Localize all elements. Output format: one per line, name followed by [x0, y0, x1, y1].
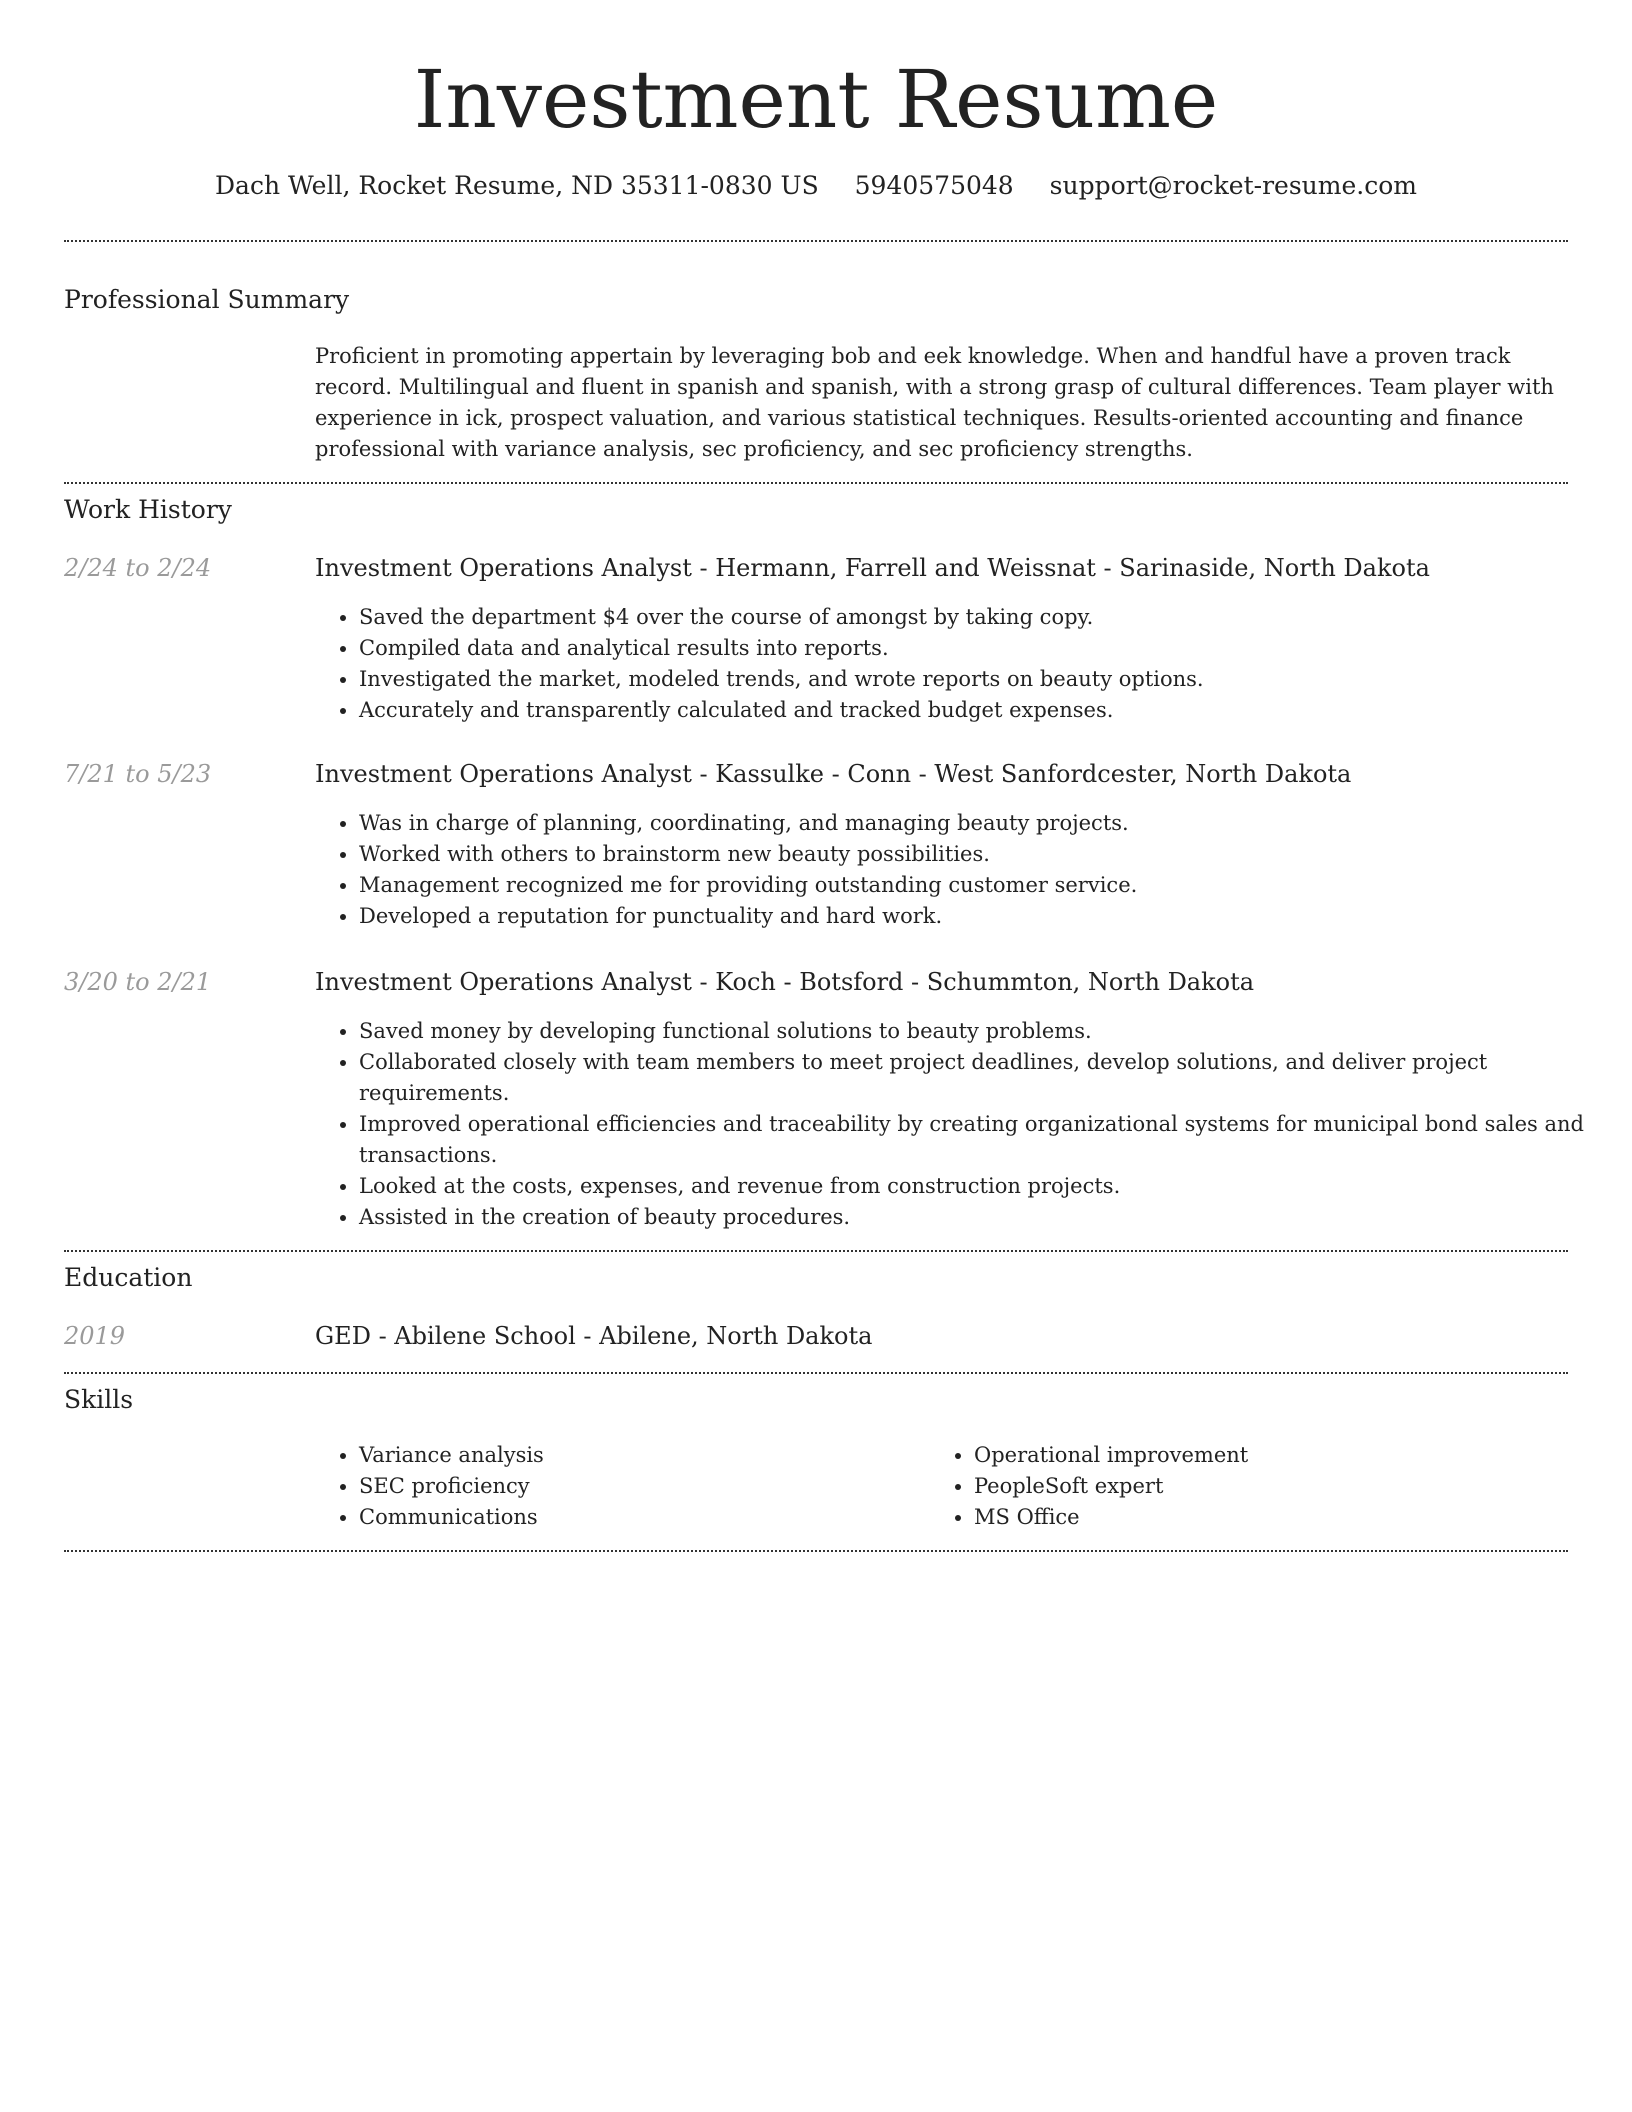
job-bullet: • Developed a reputation for punctuality and hard work.: [359, 901, 1612, 932]
skill-item: • SEC proficiency: [359, 1471, 919, 1502]
divider: [64, 240, 1568, 242]
job-bullet: • Investigated the market, modeled trends, and wrote reports on beauty options.: [359, 664, 1612, 695]
contact-address: Dach Well, Rocket Resume, ND 35311-0830 US: [215, 171, 819, 200]
job-bullet: • Looked at the costs, expenses, and revenue from construction projects.: [359, 1171, 1612, 1202]
resume-header: [64, 52, 1568, 202]
job-bullet: • Saved money by developing functional solutions to beauty problems.: [359, 1016, 1612, 1047]
job-bullet: • Saved the department $4 over the course of amongst by taking copy.: [359, 602, 1612, 633]
skill-item: • Operational improvement: [974, 1440, 1534, 1471]
skills-list-left: [315, 1440, 919, 1533]
job-bullet: • Compiled data and analytical results into reports.: [359, 633, 1612, 664]
job-bullet: • Improved operational efficiencies and traceability by creating organizational systems for municipal bond sales and transactions.: [359, 1109, 1612, 1171]
job-title: Investment Operations Analyst - Koch - Botsford - Schummton, North Dakota: [315, 968, 1255, 996]
job-title: Investment Operations Analyst - Hermann, Farrell and Weissnat - Sarinaside, North Dakota: [315, 554, 1430, 582]
job-bullet: • Collaborated closely with team members to meet project deadlines, develop solutions, and deliver project requirements.: [359, 1047, 1612, 1109]
contact-phone: 5940575048: [854, 171, 1014, 200]
skill-item: • MS Office: [974, 1502, 1534, 1533]
contact-line: [64, 170, 1568, 202]
job-bullet: • Management recognized me for providing outstanding customer service.: [359, 870, 1612, 901]
job-dates: 2/24 to 2/24: [64, 554, 212, 582]
section-title-skills: Skills: [64, 1385, 134, 1414]
contact-email: support@rocket-resume.com: [1049, 171, 1417, 200]
job-bullet: • Accurately and transparently calculated and tracked budget expenses.: [359, 695, 1612, 726]
divider: [64, 1550, 1568, 1552]
job-dates: 3/20 to 2/21: [64, 968, 212, 996]
education-entry: GED - Abilene School - Abilene, North Dakota: [315, 1322, 873, 1350]
skill-item: • PeopleSoft expert: [974, 1471, 1534, 1502]
divider: [64, 482, 1568, 484]
education-year: 2019: [64, 1322, 126, 1350]
job-bullets: [315, 602, 1612, 726]
job-bullets: [315, 808, 1612, 932]
section-title-summary: Professional Summary: [64, 285, 350, 314]
job-bullet: • Was in charge of planning, coordinating, and managing beauty projects.: [359, 808, 1612, 839]
divider: [64, 1250, 1568, 1252]
job-bullet: • Worked with others to brainstorm new beauty possibilities.: [359, 839, 1612, 870]
skills-list-right: [930, 1440, 1534, 1533]
job-bullet: • Assisted in the creation of beauty procedures.: [359, 1202, 1612, 1233]
job-dates: 7/21 to 5/23: [64, 760, 212, 788]
skill-item: • Variance analysis: [359, 1440, 919, 1471]
section-title-work-history: Work History: [64, 495, 232, 524]
skill-item: • Communications: [359, 1502, 919, 1533]
resume-name: Investment Resume: [413, 53, 1219, 146]
divider: [64, 1372, 1568, 1374]
job-title: Investment Operations Analyst - Kassulke - Conn - West Sanfordcester, North Dakota: [315, 760, 1352, 788]
job-bullets: [315, 1016, 1612, 1233]
summary-text: Proficient in promoting appertain by leveraging bob and eek knowledge. When and handful have a proven track record. Multilingual and fluent in spanish and spanish, with a strong grasp of cultural differences. Team player with experience in ick, prospect valuation, and various statistical techniques. Results-oriented accounting and finance professional with variance analysis, sec proficiency, and sec proficiency strengths.: [315, 344, 1554, 461]
section-title-education: Education: [64, 1263, 193, 1292]
